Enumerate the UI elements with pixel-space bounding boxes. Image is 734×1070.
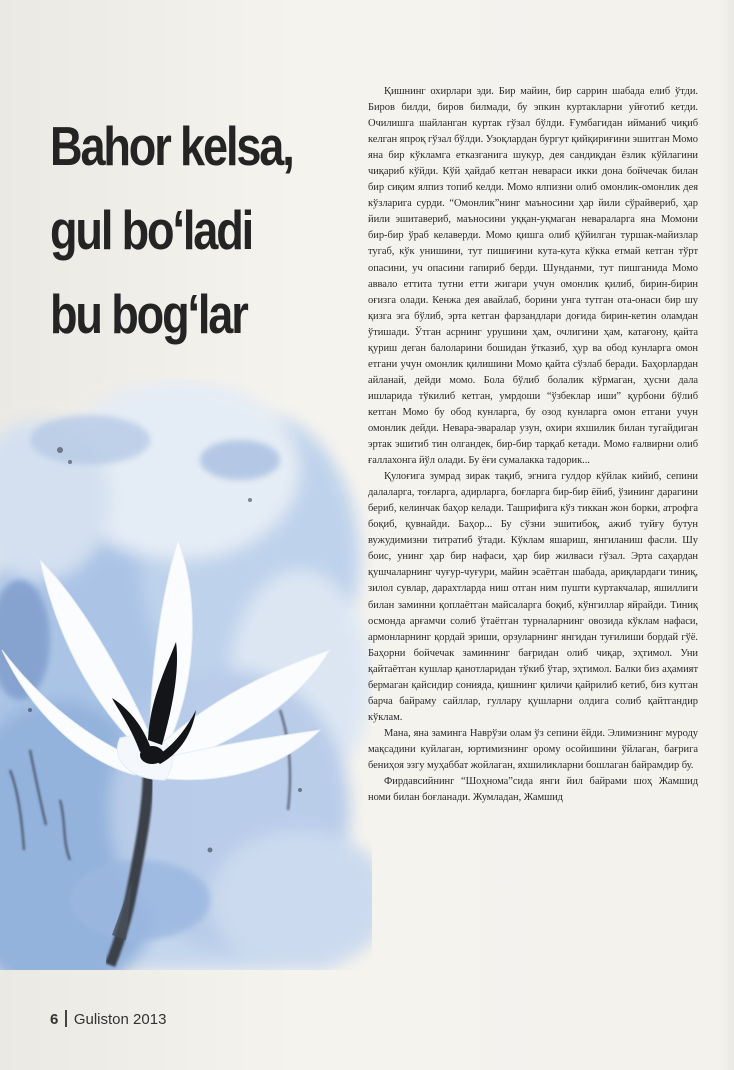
crocus-flower-illustration	[0, 380, 372, 970]
magazine-issue: Guliston 2013	[73, 1011, 167, 1028]
article-body	[368, 84, 698, 964]
paragraph-2: Қулоғига зумрад зирак тақиб, эгнига гулдор кўйлак кийиб, сепини далаларга, тоғларга, адирларга, боғларга бир-бир ёйиб, ўзининг дарагини бериб, келинчак баҳор келади. Ташрифига кўз тиккан жон борки, атрофга боқиб, қувнайди. Баҳор... Бу сўзни эшитибоқ, ажиб туйғу бутун вужудимизни титратиб ўтади. Кўклам яшариш, янгиланиш фасли. Шу боис, унинг ҳар бир нафаси, ҳар бир жилваси гўзал. Эрта саҳардан қушчаларнинг чуғур-чуғури, майин эсаётган шабада, ариқлардаги тиниқ, зилол сувлар, дарахтларда ниш отган ним пушти куртакчалар, яшиллиги билан заминни қоплаётган майсаларга боқиб, кўнгиллар яйрайди. Тиниқ осмонда арғамчи солиб ўтаётган турналарнинг овозида кўклам нафаси, армонларнинг қордай эриши, орзуларнинг янгидан туғилиши бордай гўё. Баҳорни бойчечак заминнинг бағридан олиб чиқар, эҳтимол. Уни қайтаётган кушлар қанотларидан тўкиб ўтар, эҳтимол. Балки биз аҳамият бермаган қайсидир сонияда, қишнинг қиличи қайрилиб кетиб, биз кутган барча байраму сайллар, гуллару қушларни олдига солиб қайтгандир кўклам.	[368, 471, 698, 723]
page-footer	[50, 1010, 166, 1028]
paragraph-1: Қишнинг охирлари эди. Бир майин, бир саррин шабада елиб ўтди. Биров билди, биров билмади, бу эпкин куртакларни уйғотиб кетди. Очилишга шайланган куртак гўзал бўлди. Ғумбагидан ийманиб чиқиб келган япроқ гўзал бўлди. Узоқлардан бургут қийқириғини эшитган Момо яна бир кўкламга етказганига шукур, дея сандиқдан ёзлик кўйлагини чиқариб кўйди. Кўй ҳайдаб кетган невараси икки дона бойчечак билан бир сиқим ялпиз топиб келди. Момо ялпизни олиб омонлик-омонлик дея кўзларига сурди. “Омонлик”нинг маъносини ҳар йили сўрайвериб, ҳар йили эшитавериб, маъносини уққан-уқмаган невараларга яна Момони бир-бир ўраб келаверди. Момо қишга олиб қўйилган туршак-майизлар тугаб, кўк унишини, тут пишиғини кута-кута кўкка етмай кетган тўрт опасини, уч опасини гапириб берди. Шунданми, тут пишганида Момо аввало еттита тутни етти жигари учун омонлик қилиб, бирин-бирин оғизга олади. Кенжа дея авайлаб, борини унга тутган ота-онаси бир шу қизга эга бўлиб, эрта кетган фарзандлари доғида бирин-кетин оламдан ўтишади. Ўтган асрнинг урушини ҳам, очлигини ҳам, катағону, қайта қуриш деган балоларини бошидан ўтказиб, ҳур ва обод кунларга омон етгани учун омонлик қилишини Момо қайта сўзлаб беради. Баҳорлардан айланай, дейди момо. Бола бўлиб болалик кўрмаган, ҳусни дала ишларида тўкилиб кетган, умрдоши “ўзбеклар иши” қурбони бўлиб кетган Момо бу обод кунларга, бу озод кунларга омон етгани учун омонлик дейди. Невара-эваралар узун, охири яхшилик билан тугайдиган эртак эшитиб тин олгандек, бир-бир тарқаб кетади. Момо ғалвирни олиб ғаллахонга йўл олади. Бу ёғи сумалакка тадорик...	[368, 86, 698, 467]
paragraph-3: Мана, яна заминга Наврўзи олам ўз сепини ёйди. Элимизнинг муроду мақсадини куйлаган, юртимизнинг орому осойишини ўйлаган, бағрига бениҳоя эзгу муҳаббат жойлаган, яхшиликларни бошлаган байрамдир бу.	[368, 727, 698, 771]
page-number: 6	[50, 1011, 59, 1028]
article-title	[50, 104, 296, 356]
page-edge-shadow	[720, 0, 734, 1070]
title-line-2: gul bo‘ladi	[50, 199, 253, 261]
footer-divider	[65, 1010, 67, 1027]
title-line-1: Bahor kelsa,	[50, 115, 293, 177]
title-line-3: bu bog‘lar	[50, 283, 247, 345]
paragraph-4: Фирдавсийнинг “Шоҳнома”сида янги йил байрами шоҳ Жамшид номи билан боғланади. Жумладан, Жамшид	[368, 776, 698, 804]
